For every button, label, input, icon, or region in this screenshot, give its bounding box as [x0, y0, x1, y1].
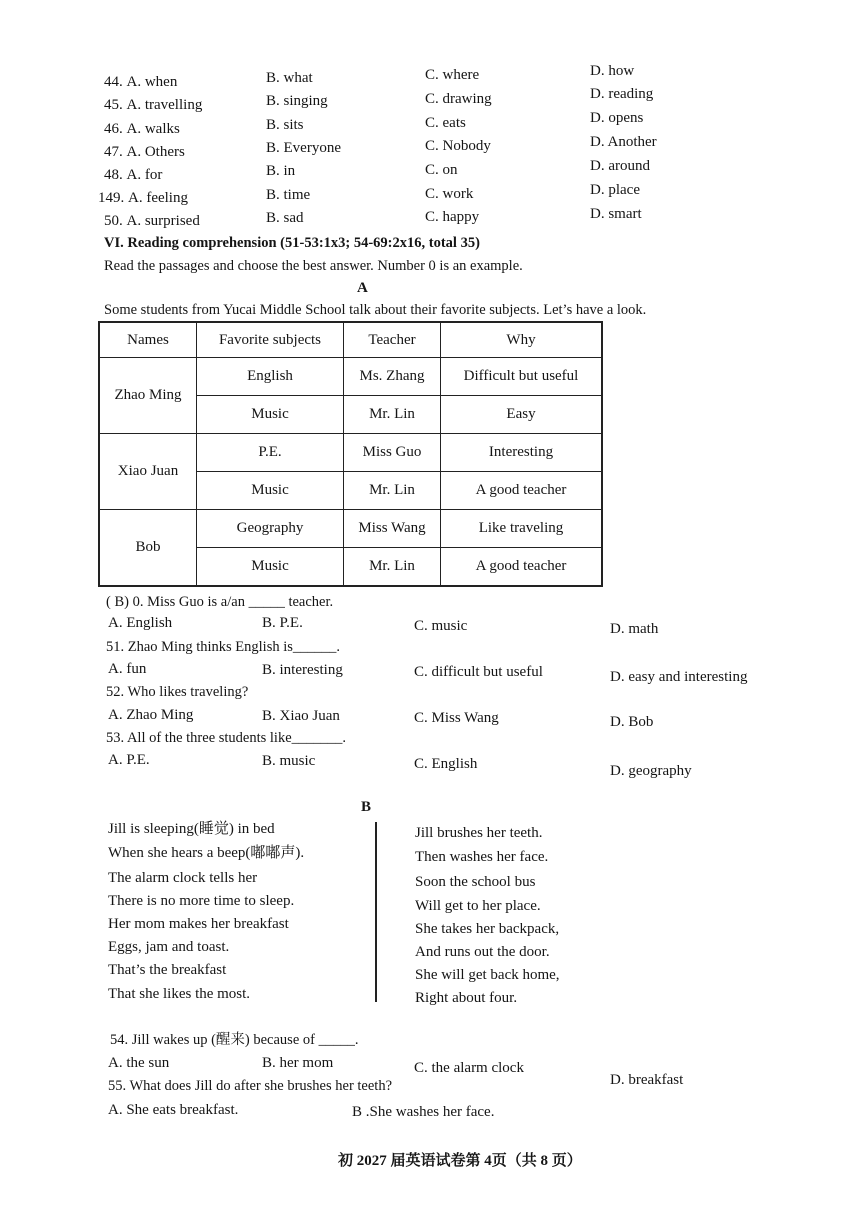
table-header-row	[99, 322, 602, 358]
table-cell: Music	[197, 396, 344, 434]
option-d: D. place	[590, 182, 640, 198]
option-b: B. time	[266, 187, 311, 203]
table-cell: English	[197, 358, 344, 396]
cloze-row: 149. A. feeling	[98, 190, 188, 206]
poem-line: Eggs, jam and toast.	[108, 939, 230, 955]
student-name: Bob	[99, 510, 197, 587]
table-cell: Easy	[441, 396, 603, 434]
option-c: C. happy	[425, 209, 480, 225]
table-row	[99, 510, 602, 548]
option-b: B. interesting	[262, 662, 343, 678]
option-b: B. music	[262, 753, 316, 769]
option-b: B. sad	[266, 210, 304, 226]
option-b: B. P.E.	[262, 615, 303, 631]
poem-line: The alarm clock tells her	[108, 870, 258, 886]
option-c: C. drawing	[425, 91, 492, 107]
option-d: D. around	[590, 158, 650, 174]
table-header: Names	[99, 322, 197, 358]
table-cell: Music	[197, 472, 344, 510]
table-cell: Like traveling	[441, 510, 603, 548]
table-cell: Mr. Lin	[344, 396, 441, 434]
table-cell: Mr. Lin	[344, 548, 441, 587]
option-d: D. how	[590, 63, 635, 79]
poem-line: Jill is sleeping(睡觉) in bed	[108, 821, 275, 837]
table-row	[99, 358, 602, 396]
poem-line: Jill brushes her teeth.	[415, 825, 543, 841]
favorite-subjects-table	[98, 321, 603, 587]
poem-line: She takes her backpack,	[415, 921, 560, 937]
option-b: B. singing	[266, 93, 328, 109]
section-heading: VI. Reading comprehension (51-53:1x3; 54-69:2x16, total 35)	[104, 235, 480, 251]
option-a: A. P.E.	[108, 752, 150, 768]
poem-line: And runs out the door.	[415, 944, 550, 960]
passage-b-letter: B	[361, 799, 372, 815]
table-cell: Ms. Zhang	[344, 358, 441, 396]
table-header: Why	[441, 322, 603, 358]
poem-line: That she likes the most.	[108, 986, 251, 1002]
poem-line: That’s the breakfast	[108, 962, 227, 978]
poem-line: Then washes her face.	[415, 849, 549, 865]
table-cell: A good teacher	[441, 472, 603, 510]
option-b: B. in	[266, 163, 296, 179]
option-d: D. opens	[590, 110, 644, 126]
option-c: C. where	[425, 67, 480, 83]
cloze-row: 47. A. Others	[104, 144, 185, 160]
option-c: C. English	[414, 756, 478, 772]
option-b: B. her mom	[262, 1055, 334, 1071]
table-cell: P.E.	[197, 434, 344, 472]
option-c: C. work	[425, 186, 474, 202]
option-a: A. Zhao Ming	[108, 707, 194, 723]
table-cell: Geography	[197, 510, 344, 548]
passage-a-letter: A	[357, 280, 368, 296]
table-cell: Miss Wang	[344, 510, 441, 548]
student-name: Zhao Ming	[99, 358, 197, 434]
table-cell: Difficult but useful	[441, 358, 603, 396]
option-d: D. Bob	[610, 714, 654, 730]
option-a: A. English	[108, 615, 173, 631]
poem-line: Will get to her place.	[415, 898, 541, 914]
passage-a-intro: Some students from Yucai Middle School talk about their favorite subjects. Let’s have a look.	[104, 302, 647, 318]
option-d: D. smart	[590, 206, 642, 222]
question-stem: 54. Jill wakes up (醒来) because of _____.	[110, 1032, 359, 1048]
section-instruction: Read the passages and choose the best answer. Number 0 is an example.	[104, 258, 523, 274]
poem-line: There is no more time to sleep.	[108, 893, 295, 909]
poem-line: Soon the school bus	[415, 874, 536, 890]
option-d: D. math	[610, 621, 659, 637]
cloze-row: 44. A. when	[104, 74, 178, 90]
option-d: D. breakfast	[610, 1072, 684, 1088]
table-cell: Music	[197, 548, 344, 587]
cloze-row: 50. A. surprised	[104, 213, 200, 229]
option-c: C. the alarm clock	[414, 1060, 524, 1076]
student-name: Xiao Juan	[99, 434, 197, 510]
option-b: B .She washes her face.	[352, 1104, 495, 1120]
option-d: D. easy and interesting	[610, 669, 748, 685]
option-a: A. the sun	[108, 1055, 170, 1071]
table-cell: Mr. Lin	[344, 472, 441, 510]
table-cell: Interesting	[441, 434, 603, 472]
table-cell: Miss Guo	[344, 434, 441, 472]
option-b: B. sits	[266, 117, 304, 133]
option-c: C. on	[425, 162, 458, 178]
table-cell: A good teacher	[441, 548, 603, 587]
page-footer: 初 2027 届英语试卷第 4页（共 8 页）	[338, 1153, 582, 1169]
table-row	[99, 434, 602, 472]
question-stem: 52. Who likes traveling?	[106, 684, 249, 700]
question-stem: 53. All of the three students like_______.	[106, 730, 347, 746]
cloze-row: 46. A. walks	[104, 121, 180, 137]
question-stem: 55. What does Jill do after she brushes her teeth?	[108, 1078, 393, 1094]
option-a: A. She eats breakfast.	[108, 1102, 239, 1118]
question-stem: ( B) 0. Miss Guo is a/an _____ teacher.	[106, 594, 334, 610]
poem-line: She will get back home,	[415, 967, 560, 983]
option-d: D. geography	[610, 763, 692, 779]
option-c: C. music	[414, 618, 468, 634]
column-divider	[375, 822, 377, 1002]
option-d: D. reading	[590, 86, 654, 102]
table-header: Favorite subjects	[197, 322, 344, 358]
option-a: A. fun	[108, 661, 147, 677]
question-stem: 51. Zhao Ming thinks English is______.	[106, 639, 341, 655]
option-b: B. Xiao Juan	[262, 708, 340, 724]
poem-line: Right about four.	[415, 990, 518, 1006]
table-header: Teacher	[344, 322, 441, 358]
cloze-row: 45. A. travelling	[104, 97, 203, 113]
option-c: C. eats	[425, 115, 466, 131]
option-d: D. Another	[590, 134, 657, 150]
option-c: C. difficult but useful	[414, 664, 543, 680]
option-c: C. Miss Wang	[414, 710, 499, 726]
option-b: B. Everyone	[266, 140, 341, 156]
poem-line: Her mom makes her breakfast	[108, 916, 289, 932]
poem-line: When she hears a beep(嘟嘟声).	[108, 845, 305, 861]
option-c: C. Nobody	[425, 138, 491, 154]
option-b: B. what	[266, 70, 313, 86]
cloze-row: 48. A. for	[104, 167, 163, 183]
